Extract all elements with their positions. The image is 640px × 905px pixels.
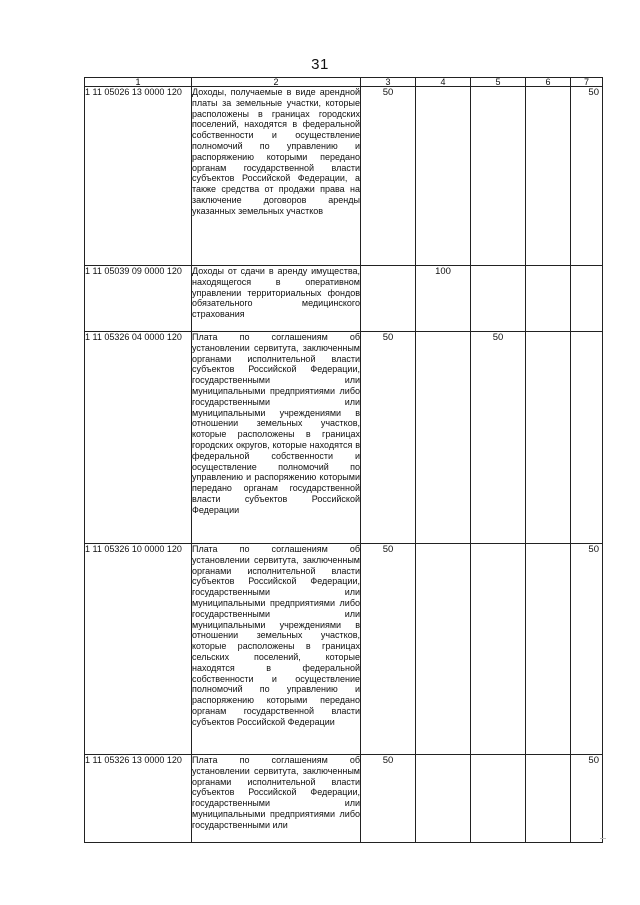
value-cell-col3	[361, 266, 416, 332]
value-cell-col7: 50	[571, 755, 603, 843]
revenue-description: Плата по соглашениям об установлении сервитута, заключенным органами исполнительной власти субъектов Российской Федерации, государственными или муниципальными предприятиями либо государственными или муниципальными учреждениями в отношении земельных участков, которые расположены в границах сельских поселений, которые находятся в федеральной собственности и осуществление полномочий по управлению и распоряжению которыми передано органам государственной власти субъектов Российской Федерации	[192, 544, 360, 727]
revenue-description-cell	[192, 755, 361, 843]
budget-code-cell: 1 11 05326 10 0000 120	[85, 544, 192, 755]
table-row	[85, 332, 603, 544]
table-row	[85, 755, 603, 843]
header-row	[85, 78, 603, 87]
revenue-description-cell	[192, 544, 361, 755]
revenue-description: Доходы, получаемые в виде арендной платы за земельные участки, которые расположены в границах городских поселений, находятся в федеральной собственности и осуществление полномочий по управлению и распоряжению которыми передано органам государственной власти субъектов Российской Федерации, а также средства от продажи права на заключение договоров аренды указанных земельных участков	[192, 87, 360, 216]
value-cell-col6	[526, 755, 571, 843]
revenue-description: Доходы от сдачи в аренду имущества, находящегося в оперативном управлении территориальных фондов обязательного медицинского страхования	[192, 266, 360, 320]
value-cell-col7	[571, 332, 603, 544]
value-cell-col4	[416, 544, 471, 755]
value-cell-col7	[571, 266, 603, 332]
column-header: 7	[571, 78, 603, 87]
column-header: 2	[192, 78, 361, 87]
revenue-description-cell	[192, 332, 361, 544]
page-number: 31	[311, 56, 329, 73]
value-cell-col7: 50	[571, 544, 603, 755]
value-cell-col4	[416, 755, 471, 843]
value-cell-col5	[471, 755, 526, 843]
budget-code-cell: 1 11 05026 13 0000 120	[85, 87, 192, 266]
revenue-description: Плата по соглашениям об установлении сервитута, заключенным органами исполнительной власти субъектов Российской Федерации, государственными или муниципальными предприятиями либо государственными или	[192, 755, 360, 830]
value-cell-col5: 50	[471, 332, 526, 544]
table-row	[85, 87, 603, 266]
value-cell-col4: 100	[416, 266, 471, 332]
value-cell-col3: 50	[361, 87, 416, 266]
table-row	[85, 266, 603, 332]
revenue-table	[84, 77, 603, 843]
value-cell-col6	[526, 266, 571, 332]
column-header: 1	[85, 78, 192, 87]
value-cell-col6	[526, 544, 571, 755]
scan-artifact	[600, 838, 606, 839]
value-cell-col3: 50	[361, 544, 416, 755]
revenue-description-cell	[192, 266, 361, 332]
value-cell-col5	[471, 87, 526, 266]
revenue-description: Плата по соглашениям об установлении сервитута, заключенным органами исполнительной власти субъектов Российской Федерации, государственными или муниципальными предприятиями либо государственными или муниципальными учреждениями в отношении земельных участков, которые расположены в границах городских округов, которые находятся в федеральной собственности и осуществление полномочий по управлению и распоряжению которыми передано органам государственной власти субъектов Российской Федерации	[192, 332, 360, 515]
column-header: 3	[361, 78, 416, 87]
budget-code-cell: 1 11 05326 13 0000 120	[85, 755, 192, 843]
column-header: 5	[471, 78, 526, 87]
value-cell-col7: 50	[571, 87, 603, 266]
value-cell-col6	[526, 332, 571, 544]
value-cell-col3: 50	[361, 332, 416, 544]
value-cell-col3: 50	[361, 755, 416, 843]
table-row	[85, 544, 603, 755]
budget-code-cell: 1 11 05326 04 0000 120	[85, 332, 192, 544]
column-header: 6	[526, 78, 571, 87]
value-cell-col5	[471, 544, 526, 755]
value-cell-col4	[416, 87, 471, 266]
budget-code-cell: 1 11 05039 09 0000 120	[85, 266, 192, 332]
value-cell-col4	[416, 332, 471, 544]
value-cell-col5	[471, 266, 526, 332]
revenue-description-cell	[192, 87, 361, 266]
value-cell-col6	[526, 87, 571, 266]
column-header: 4	[416, 78, 471, 87]
